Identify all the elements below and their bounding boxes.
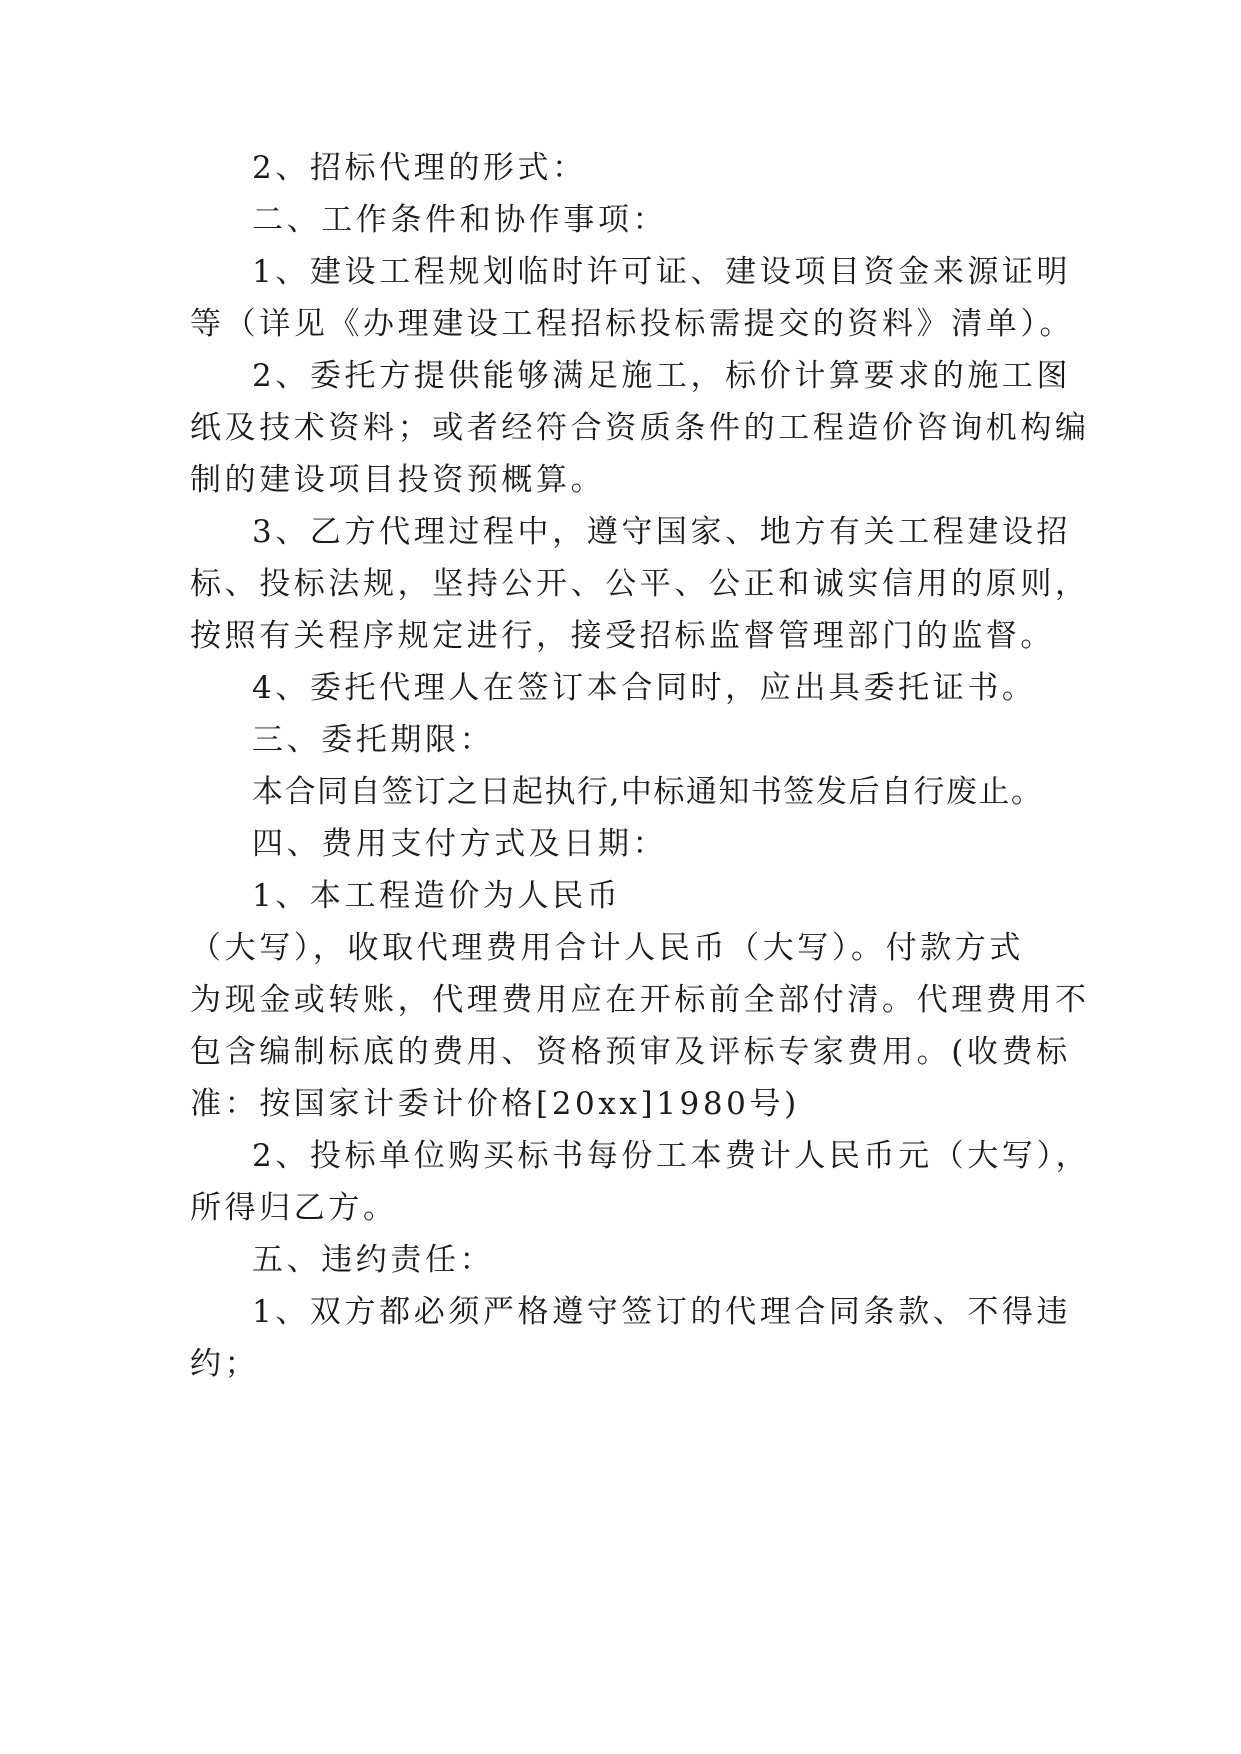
text-line: 约； [190, 1346, 260, 1382]
text-line: 1、本工程造价为人民币 [252, 878, 622, 914]
text-line: 4、委托代理人在签订本合同时，应出具委托证书。 [252, 670, 1037, 706]
text-line: 所得归乙方。 [190, 1190, 398, 1226]
text-line: 本合同自签订之日起执行,中标通知书签发后自行废止。 [252, 774, 1044, 810]
text-line: 包含编制标底的费用、资格预审及评标专家费用。(收费标 [190, 1034, 1071, 1070]
text-line: 1、建设工程规划临时许可证、建设项目资金来源证明 [252, 254, 1072, 290]
text-line: （大写），收取代理费用合计人民币（大写）。付款方式 [190, 930, 1024, 966]
text-line: 制的建设项目投资预概算。 [190, 462, 606, 498]
text-line: 2、委托方提供能够满足施工，标价计算要求的施工图 [252, 358, 1072, 394]
section-heading: 二、工作条件和协作事项： [252, 202, 668, 238]
text-line: 2、招标代理的形式： [252, 150, 587, 186]
text-line: 纸及技术资料；或者经符合资质条件的工程造价咨询机构编 [190, 410, 1090, 446]
text-line: 按照有关程序规定进行，接受招标监督管理部门的监督。 [190, 618, 1055, 654]
text-line: 等（详见《办理建设工程招标投标需提交的资料》清单）。 [190, 306, 1075, 342]
text-line: 为现金或转账，代理费用应在开标前全部付清。代理费用不 [190, 982, 1090, 1018]
text-line: 1、双方都必须严格遵守签订的代理合同条款、不得违 [252, 1294, 1072, 1330]
text-line: 标、投标法规，坚持公开、公平、公正和诚实信用的原则， [190, 566, 1090, 602]
section-heading: 四、费用支付方式及日期： [252, 826, 668, 862]
text-line: 准：按国家计委计价格[20xx]1980号) [190, 1086, 800, 1122]
section-heading: 五、违约责任： [252, 1242, 495, 1278]
section-heading: 三、委托期限： [252, 722, 495, 758]
text-line: 3、乙方代理过程中，遵守国家、地方有关工程建设招 [252, 514, 1072, 550]
text-line: 2、投标单位购买标书每份工本费计人民币元（大写）， [252, 1138, 1091, 1174]
